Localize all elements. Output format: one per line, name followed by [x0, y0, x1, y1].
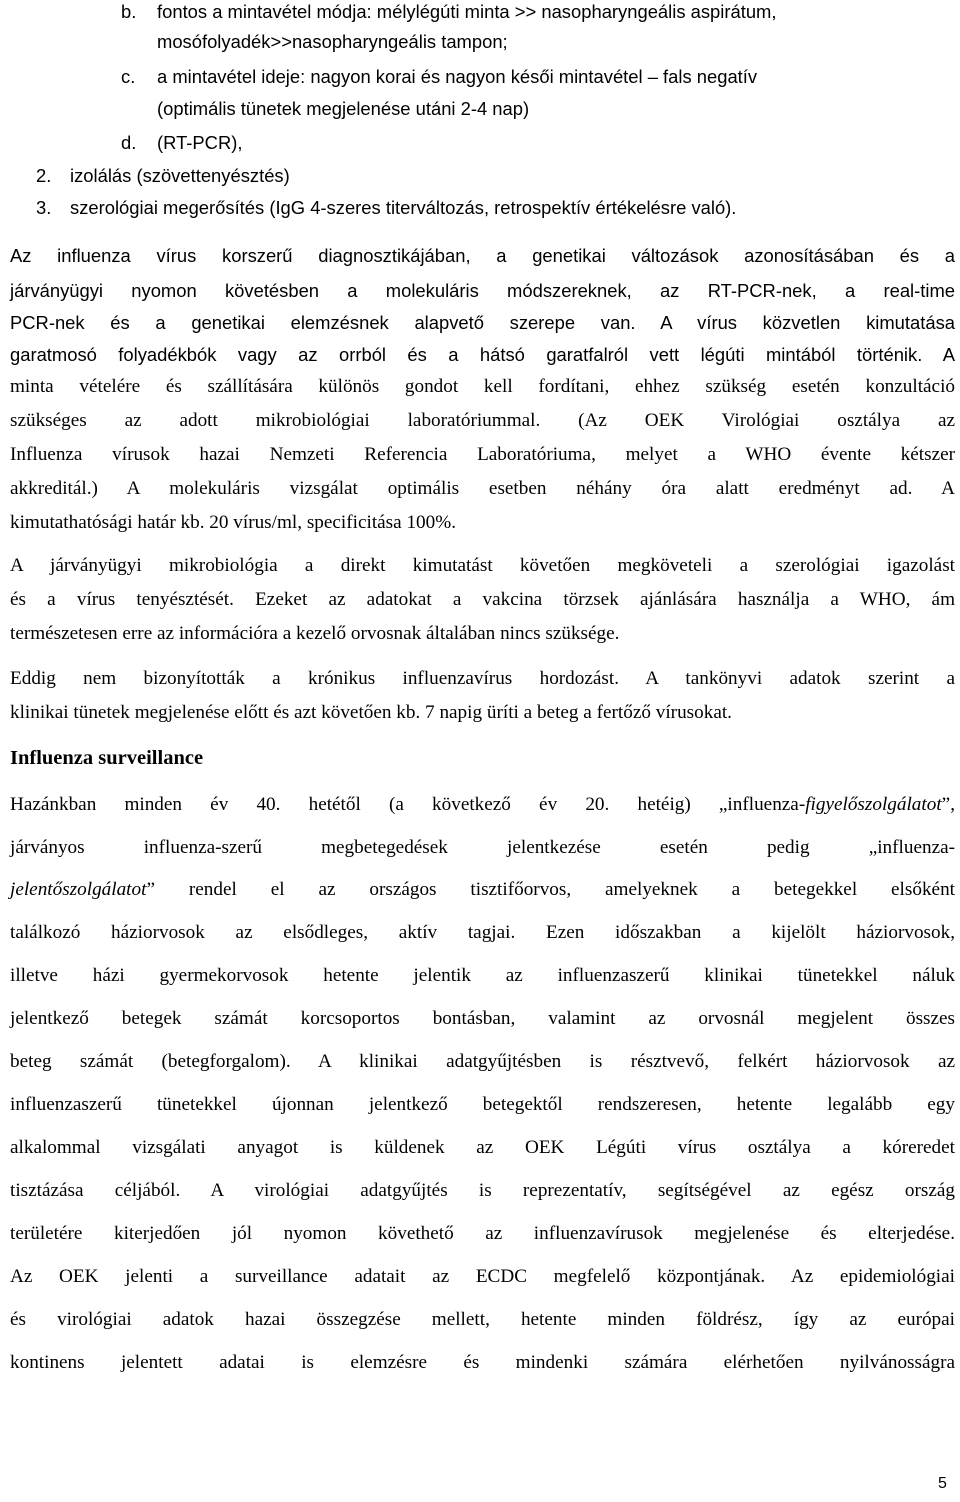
list-item-d: [121, 131, 960, 155]
paragraph-line: influenzaszerű tünetekkel újonnan jelentkező betegektől rendszeresen, hetente legalább egy: [10, 1094, 955, 1115]
paragraph-line: garatmosó folyadékbók vagy az orrból és a hátsó garatfalról vett légúti mintából történik. A: [10, 344, 955, 365]
paragraph-line: akkreditál.) A molekuláris vizsgálat optimális esetben néhány óra alatt eredményt ad. A: [10, 478, 955, 499]
italic-term: figyelőszolgálatot: [805, 794, 942, 815]
list-item-c-continuation: (optimális tünetek megjelenése utáni 2-4 nap): [157, 98, 530, 119]
list-item-2: [36, 164, 960, 188]
paragraph-line: [10, 877, 955, 903]
list-marker: d.: [121, 132, 137, 153]
list-text: (RT-PCR),: [157, 132, 243, 153]
list-item-b-continuation: mosófolyadék>>nasopharyngeális tampon;: [157, 31, 508, 52]
paragraph-line: minta vételére és szállítására különös gondot kell fordítani, ehhez szükség esetén konzultáció: [10, 376, 955, 397]
paragraph-line: jelentkező betegek számát korcsoportos bontásban, valamint az orvosnál megjelent összes: [10, 1008, 955, 1029]
paragraph-line: PCR-nek és a genetikai elemzésnek alapvető szerepe van. A vírus közvetlen kimutatása: [10, 312, 955, 333]
list-text: szerológiai megerősítés (IgG 4-szeres titerváltozás, retrospektív értékelésre való).: [70, 197, 737, 218]
section-heading: Influenza surveillance: [10, 747, 204, 769]
paragraph-line: alkalommal vizsgálati anyagot is küldenek az OEK Légúti vírus osztálya a kóreredet: [10, 1137, 955, 1158]
paragraph-line: Eddig nem bizonyították a krónikus influenzavírus hordozást. A tankönyvi adatok szerint a: [10, 668, 955, 689]
paragraph-line: és a vírus tenyésztését. Ezeket az adatokat a vakcina törzsek ajánlására használja a WHO, ám: [10, 589, 955, 610]
page-number: 5: [938, 1475, 947, 1492]
paragraph-line: kimutathatósági határ kb. 20 vírus/ml, specificitása 100%.: [10, 512, 457, 533]
text-run: ”,: [941, 794, 955, 815]
paragraph-line: Influenza vírusok hazai Nemzeti Referencia Laboratóriuma, melyet a WHO évente kétszer: [10, 444, 955, 465]
paragraph-line: A járványügyi mikrobiológia a direkt kimutatást követően megköveteli a szerológiai igazolást: [10, 555, 955, 576]
list-item-c: [121, 65, 960, 89]
paragraph-line: területére kiterjedően jól nyomon követhető az influenzavírusok megjelenése és elterjedése.: [10, 1223, 955, 1244]
paragraph-line: klinikai tünetek megjelenése előtt és azt követően kb. 7 napig üríti a beteg a fertőző vírusokat.: [10, 702, 732, 723]
text-run: Hazánkban minden év 40. hetétől (a következő év 20. hetéig) „influenza-: [10, 794, 806, 815]
list-text: a mintavétel ideje: nagyon korai és nagyon késői mintavétel – fals negatív: [157, 66, 758, 87]
paragraph-line: természetesen erre az információra a kezelő orvosnak általában nincs szüksége.: [10, 623, 620, 644]
paragraph-line: találkozó háziorvosok az elsődleges, aktív tagjai. Ezen időszakban a kijelölt háziorvosok,: [10, 922, 955, 943]
paragraph-line: tisztázása céljából. A virológiai adatgyűjtés is reprezentatív, segítségével az egész ország: [10, 1180, 955, 1201]
italic-term: jelentőszolgálatot: [10, 879, 147, 900]
paragraph-line: illetve házi gyermekorvosok hetente jelentik az influenzaszerű klinikai tünetekkel náluk: [10, 965, 955, 986]
paragraph-line: beteg számát (betegforgalom). A klinikai adatgyűjtésben is résztvevő, felkért háziorvosok az: [10, 1051, 955, 1072]
paragraph-line: járványos influenza-szerű megbetegedések jelentkezése esetén pedig „influenza-: [10, 837, 955, 858]
list-item-3: [36, 196, 960, 220]
paragraph-line: [10, 792, 955, 818]
list-marker: 2.: [36, 165, 52, 186]
list-marker: b.: [121, 1, 137, 22]
list-item-b: [121, 0, 960, 24]
paragraph-line: Az OEK jelenti a surveillance adatait az ECDC megfelelő központjának. Az epidemiológiai: [10, 1266, 955, 1287]
paragraph-line: Az influenza vírus korszerű diagnosztikájában, a genetikai változások azonosításában és a: [10, 245, 955, 266]
paragraph-line: szükséges az adott mikrobiológiai laboratóriummal. (Az OEK Virológiai osztálya az: [10, 410, 955, 431]
paragraph-line: kontinens jelentett adatai is elemzésre és mindenki számára elérhetően nyilvánosságra: [10, 1352, 955, 1373]
paragraph-line: és virológiai adatok hazai összegzése mellett, hetente minden földrész, így az európai: [10, 1309, 955, 1330]
paragraph-line: járványügyi nyomon követésben a molekuláris módszereknek, az RT-PCR-nek, a real-time: [10, 280, 955, 301]
list-text: fontos a mintavétel módja: mélylégúti minta >> nasopharyngeális aspirátum,: [157, 1, 777, 22]
list-text: izolálás (szövettenyésztés): [70, 165, 290, 186]
list-marker: 3.: [36, 197, 52, 218]
list-marker: c.: [121, 66, 136, 87]
text-run: ” rendel el az országos tisztifőorvos, amelyeknek a betegekkel elsőként: [146, 879, 955, 900]
